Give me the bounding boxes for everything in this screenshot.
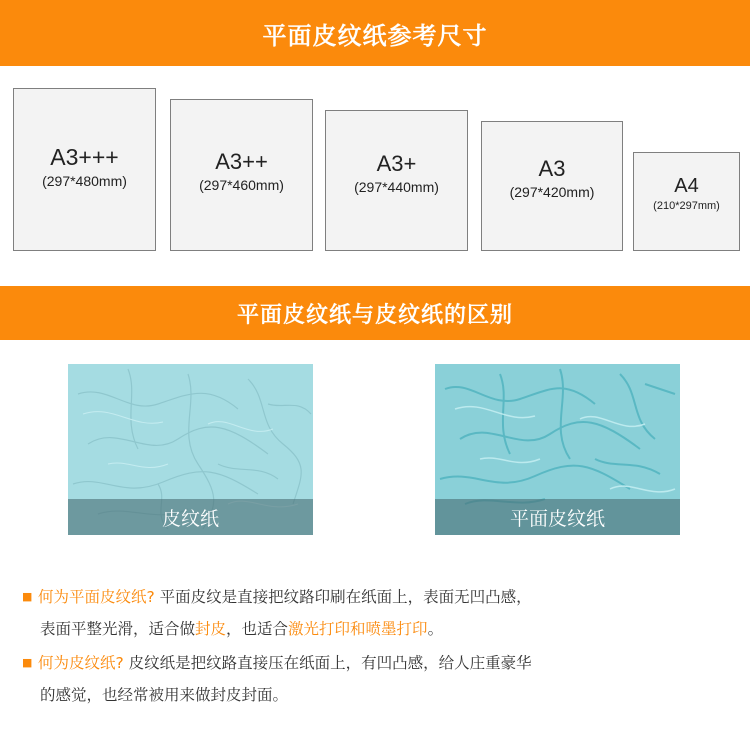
highlight-text: 激光打印和喷墨打印 [288,620,428,638]
paper-size-name: A3 [538,156,566,181]
paper-size-dims: (297*440mm) [354,179,439,195]
paper-size-name: A3+ [376,151,417,176]
sample-caption: 平面皮纹纸 [435,499,680,535]
sizes-banner-title: 平面皮纹纸参考尺寸 [262,21,488,50]
paper-size-a4 [633,152,740,251]
sample-caption: 皮纹纸 [68,499,313,535]
description-question: 何为平面皮纹纸? [38,588,155,606]
description-text: 皮纹纸是把纹路直接压在纸面上，有凹凸感，给人庄重豪华 [128,654,532,672]
difference-banner-title: 平面皮纹纸与皮纹纸的区别 [236,302,513,328]
description-text: 平面皮纹是直接把纹路印刷在纸面上，表面无凹凸感， [159,588,532,606]
highlight-text: 封皮 [195,620,227,638]
description-text: 。 [427,620,444,638]
printed-paper-sample-image [435,364,680,535]
embossed-paper-description [22,647,737,711]
flat-embossed-paper-description [22,581,737,645]
paper-size-a3 [481,121,623,251]
paper-size-dims: (297*480mm) [42,173,127,189]
description-continued: 的感觉，也经常被用来做封皮封面。 [40,686,289,704]
paper-size-dims: (297*460mm) [199,177,284,193]
paper-size-name: A3+++ [50,144,119,170]
paper-size-dims: (210*297mm) [653,200,720,212]
paper-size-dims: (297*420mm) [509,184,595,200]
description-question: 何为皮纹纸? [38,654,124,672]
paper-size-name: A4 [674,175,699,197]
paper-size-a3-plus-plus [170,99,313,251]
bullet-icon: ■ [22,590,33,603]
embossed-paper-sample-image [68,364,313,535]
difference-banner [0,286,750,340]
paper-size-a3-plus-plus-plus [13,88,156,251]
sizes-banner [0,0,750,66]
paper-size-a3-plus [325,110,468,251]
description-continued [22,613,737,645]
description-text: 表面平整光滑，适合做 [40,620,196,638]
description-text: ，也适合 [226,620,289,638]
bullet-icon: ■ [22,656,33,669]
paper-size-name: A3++ [215,149,268,174]
